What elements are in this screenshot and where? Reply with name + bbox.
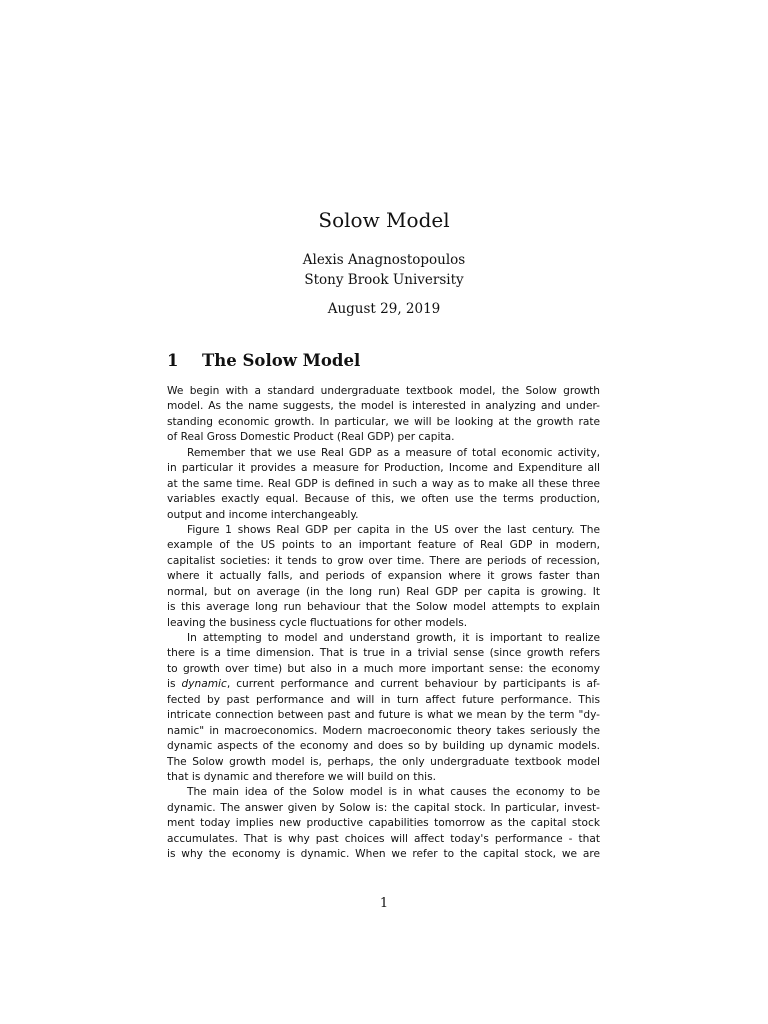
text-line: where it actually falls, and periods of expansion where it grows faster than	[167, 570, 600, 583]
text-line: ment today implies new productive capabilities tomorrow as the capital stock	[167, 817, 600, 830]
section-heading	[167, 349, 360, 373]
emphasis: dynamic	[181, 678, 227, 691]
text-line: variables exactly equal. Because of this, we often use the terms production,	[167, 493, 600, 506]
text-line: Remember that we use Real GDP as a measure of total economic activity,	[187, 446, 600, 459]
text-line: namic" in macroeconomics. Modern macroeconomic theory takes seriously the	[167, 724, 600, 737]
text-line: normal, but on average (in the long run) Real GDP per capita is growing. It	[167, 585, 600, 598]
text-line: We begin with a standard undergraduate textbook model, the Solow growth	[167, 385, 600, 397]
body-text	[167, 384, 600, 863]
text-line: dynamic. The answer given by Solow is: the capital stock. In particular, invest-	[167, 801, 600, 814]
text-line: is this average long run behaviour that the Solow model attempts to explain	[167, 601, 600, 614]
text-line: intricate connection between past and future is what we mean by the term "dy-	[167, 709, 600, 722]
text-line: to growth over time) but also in a much more important sense: the economy	[167, 662, 600, 675]
text-line: output and income interchangeably.	[167, 508, 359, 521]
text-line: The main idea of the Solow model is in what causes the economy to be	[187, 786, 600, 799]
page-number: 1	[379, 896, 389, 911]
text-line: of Real Gross Domestic Product (Real GDP) per capita.	[167, 431, 455, 444]
author-block	[0, 250, 768, 290]
text-line: there is a time dimension. That is true in a trivial sense (since growth refers	[167, 647, 600, 660]
text-line: in particular it provides a measure for Production, Income and Expenditure all	[167, 462, 600, 475]
text-line: accumulates. That is why past choices will affect today's performance - that	[167, 832, 600, 845]
text-line: capitalist societies: it tends to grow over time. There are periods of recession,	[167, 554, 600, 567]
text-line: standing economic growth. In particular, we will be looking at the growth rate	[167, 415, 600, 428]
text-line: that is dynamic and therefore we will build on this.	[167, 770, 436, 783]
paper-title: Solow Model	[318, 208, 450, 232]
text-line: example of the US points to an important feature of Real GDP in modern,	[167, 539, 600, 552]
text-line: fected by past performance and will in turn affect future performance. This	[167, 693, 600, 706]
text-line: at the same time. Real GDP is defined in such a way as to make all these three	[167, 477, 600, 490]
text-line: Figure 1 shows Real GDP per capita in the US over the last century. The	[187, 523, 600, 536]
text-line: dynamic aspects of the economy and does so by building up dynamic models.	[167, 740, 600, 753]
author-affiliation: Stony Brook University	[304, 272, 464, 288]
section-title: The Solow Model	[202, 351, 361, 370]
author-name: Alexis Anagnostopoulos	[302, 252, 466, 268]
text-line: The Solow growth model is, perhaps, the only undergraduate textbook model	[167, 755, 600, 768]
paper-date: August 29, 2019	[327, 301, 441, 317]
text-line: model. As the name suggests, the model is interested in analyzing and under-	[167, 400, 600, 413]
text-line: leaving the business cycle fluctuations for other models.	[167, 616, 468, 629]
text-line: is dynamic, current performance and current behaviour by participants is af-	[167, 678, 600, 691]
text-line: is why the economy is dynamic. When we refer to the capital stock, we are	[167, 848, 600, 861]
section-number: 1	[167, 351, 179, 370]
text-line: In attempting to model and understand growth, it is important to realize	[187, 632, 600, 644]
